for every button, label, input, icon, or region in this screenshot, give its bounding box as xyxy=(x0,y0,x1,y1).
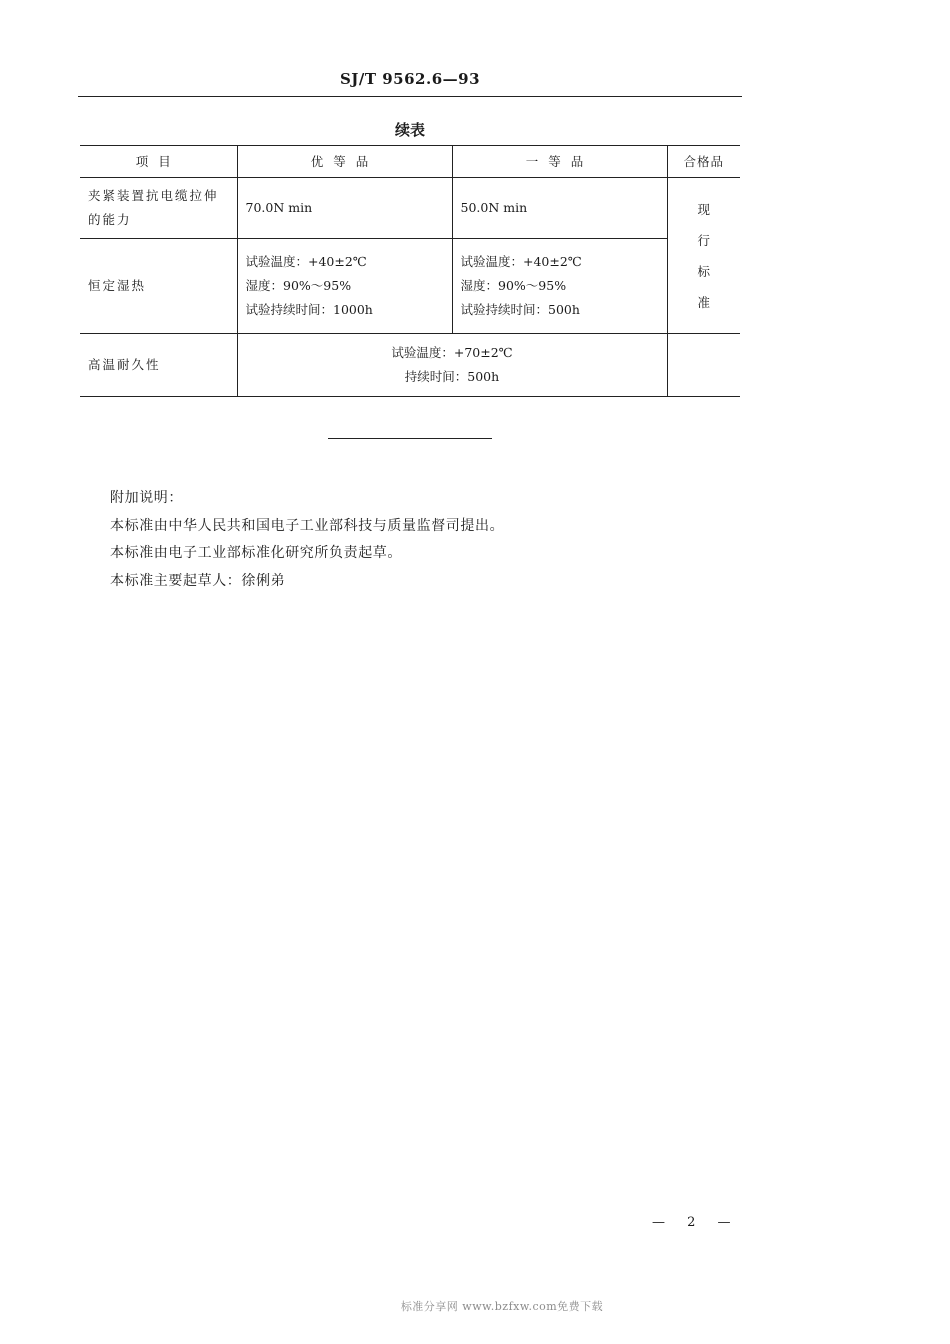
table-row xyxy=(80,178,740,239)
end-rule xyxy=(328,438,492,439)
spec-line: 试验持续时间：1000h xyxy=(245,302,373,317)
spec-line: 湿度：90%～95% xyxy=(460,278,567,293)
spec-line: 持续时间：500h xyxy=(404,369,500,384)
qualified-note-cell xyxy=(667,178,740,334)
header-superior: 优等品 xyxy=(237,146,452,178)
item-cell: 恒定湿热 xyxy=(80,239,237,334)
qualified-note-char: 准 xyxy=(697,294,710,310)
merged-spec-cell xyxy=(237,334,667,397)
watermark: 标准分享网 www.bzfxw.com免费下载 xyxy=(400,1300,604,1313)
spec-line: 70.0N min xyxy=(245,200,313,215)
table-row xyxy=(80,239,740,334)
spec-line: 50.0N min xyxy=(460,200,528,215)
header-qualified: 合格品 xyxy=(667,146,740,178)
page-number: — 2 — xyxy=(652,1215,740,1230)
header-item: 项目 xyxy=(80,146,237,178)
first-grade-cell xyxy=(452,178,667,239)
first-grade-cell xyxy=(452,239,667,334)
spec-line: 试验温度：+70±2℃ xyxy=(391,345,513,360)
notes-title: 附加说明： xyxy=(110,490,183,506)
spec-line: 湿度：90%～95% xyxy=(245,278,352,293)
superior-cell xyxy=(237,239,452,334)
qualified-empty-cell xyxy=(667,334,740,397)
additional-notes xyxy=(110,485,504,595)
header-first-grade: 一等品 xyxy=(452,146,667,178)
table-caption: 续表 xyxy=(394,121,425,139)
superior-cell xyxy=(237,178,452,239)
note-line: 本标准由电子工业部标准化研究所负责起草。 xyxy=(110,545,402,561)
qualified-note-char: 标 xyxy=(697,263,710,279)
spec-line: 试验温度：+40±2℃ xyxy=(460,254,582,269)
spec-line: 试验温度：+40±2℃ xyxy=(245,254,367,269)
note-line: 本标准主要起草人：徐俐弟 xyxy=(110,572,286,589)
table-row xyxy=(80,334,740,397)
header-rule xyxy=(78,96,742,97)
spec-table xyxy=(80,145,740,397)
spec-line: 试验持续时间：500h xyxy=(460,302,580,317)
note-line: 本标准由中华人民共和国电子工业部科技与质量监督司提出。 xyxy=(110,517,505,534)
standard-code: SJ/T 9562.6—93 xyxy=(339,70,481,88)
table-header-row xyxy=(80,146,740,178)
qualified-note-char: 现 xyxy=(697,201,710,217)
qualified-note-char: 行 xyxy=(697,232,710,248)
item-cell: 夹紧装置抗电缆拉伸的能力 xyxy=(80,178,237,239)
item-cell: 高温耐久性 xyxy=(80,334,237,397)
